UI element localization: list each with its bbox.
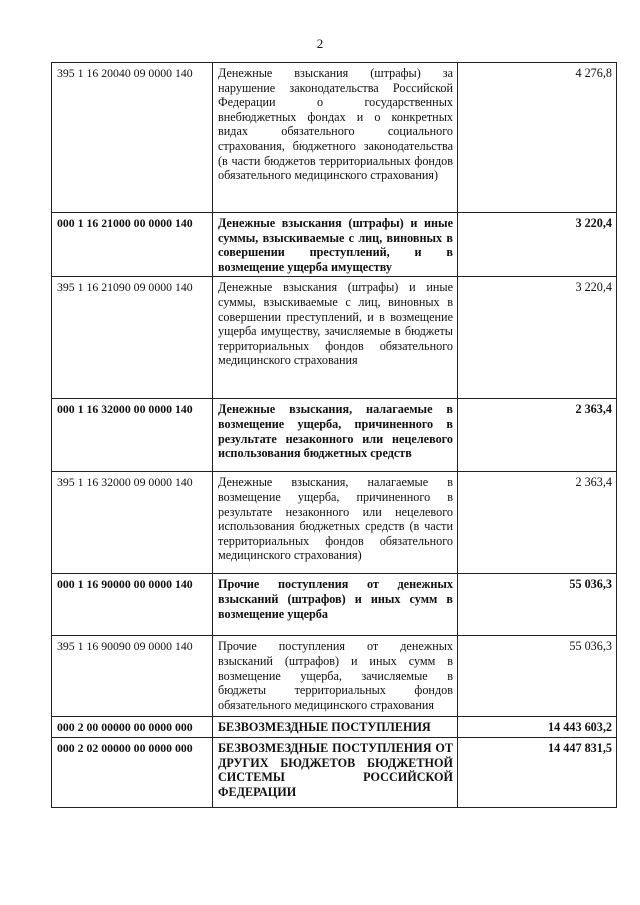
table-row xyxy=(52,472,617,574)
description-cell: Денежные взыскания (штрафы) и иные суммы, взыскиваемые с лиц, виновных в совершении преступлений, и в возмещение ущерба имуществу xyxy=(213,213,458,277)
table-row xyxy=(52,277,617,399)
description-cell: Прочие поступления от денежных взысканий (штрафов) и иных сумм в возмещение ущерба, зачисляемые в бюджеты территориальных фондов обязательного медицинского страхования xyxy=(213,636,458,717)
amount-cell: 55 036,3 xyxy=(458,636,617,717)
description-cell: Прочие поступления от денежных взысканий (штрафов) и иных сумм в возмещение ущерба xyxy=(213,574,458,636)
amount-cell: 3 220,4 xyxy=(458,213,617,277)
description-cell: Денежные взыскания (штрафы) и иные суммы, взыскиваемые с лиц, виновных в совершении преступлений, и в возмещение ущерба имуществу, зачисляемые в бюджеты территориальных фондов обязательного медицинского страхования xyxy=(213,277,458,399)
budget-code-cell: 000 2 00 00000 00 0000 000 xyxy=(52,717,213,738)
budget-code-cell: 395 1 16 32000 09 0000 140 xyxy=(52,472,213,574)
table-row xyxy=(52,574,617,636)
revenue-table-body xyxy=(52,63,617,808)
table-row xyxy=(52,213,617,277)
table-row xyxy=(52,63,617,213)
description-cell: БЕЗВОЗМЕЗДНЫЕ ПОСТУПЛЕНИЯ ОТ ДРУГИХ БЮДЖЕТОВ БЮДЖЕТНОЙ СИСТЕМЫ РОССИЙСКОЙ ФЕДЕРАЦИИ xyxy=(213,737,458,807)
budget-code-cell: 395 1 16 21090 09 0000 140 xyxy=(52,277,213,399)
budget-code-cell: 000 1 16 21000 00 0000 140 xyxy=(52,213,213,277)
amount-cell: 3 220,4 xyxy=(458,277,617,399)
budget-code-cell: 000 1 16 90000 00 0000 140 xyxy=(52,574,213,636)
description-cell: Денежные взыскания (штрафы) за нарушение законодательства Российской Федерации о государственных внебюджетных фондах и о конкретных видах обязательного социального страхования, бюджетного законодательства (в части бюджетов территориальных фондов обязательного медицинского страхования) xyxy=(213,63,458,213)
description-cell: Денежные взыскания, налагаемые в возмещение ущерба, причиненного в результате незаконного или нецелевого использования бюджетных средств (в части территориальных фондов обязательного медицинского страхования) xyxy=(213,472,458,574)
amount-cell: 55 036,3 xyxy=(458,574,617,636)
description-cell: БЕЗВОЗМЕЗДНЫЕ ПОСТУПЛЕНИЯ xyxy=(213,717,458,738)
amount-cell: 4 276,8 xyxy=(458,63,617,213)
budget-code-cell: 395 1 16 20040 09 0000 140 xyxy=(52,63,213,213)
amount-cell: 14 443 603,2 xyxy=(458,717,617,738)
budget-code-cell: 395 1 16 90090 09 0000 140 xyxy=(52,636,213,717)
budget-code-cell: 000 1 16 32000 00 0000 140 xyxy=(52,399,213,472)
table-row xyxy=(52,399,617,472)
table-row xyxy=(52,636,617,717)
description-cell: Денежные взыскания, налагаемые в возмещение ущерба, причиненного в результате незаконного или нецелевого использования бюджетных средств xyxy=(213,399,458,472)
table-row xyxy=(52,737,617,807)
amount-cell: 2 363,4 xyxy=(458,472,617,574)
revenue-table xyxy=(51,62,617,808)
budget-code-cell: 000 2 02 00000 00 0000 000 xyxy=(52,737,213,807)
page-number: 2 xyxy=(316,36,324,51)
table-row xyxy=(52,717,617,738)
amount-cell: 2 363,4 xyxy=(458,399,617,472)
amount-cell: 14 447 831,5 xyxy=(458,737,617,807)
